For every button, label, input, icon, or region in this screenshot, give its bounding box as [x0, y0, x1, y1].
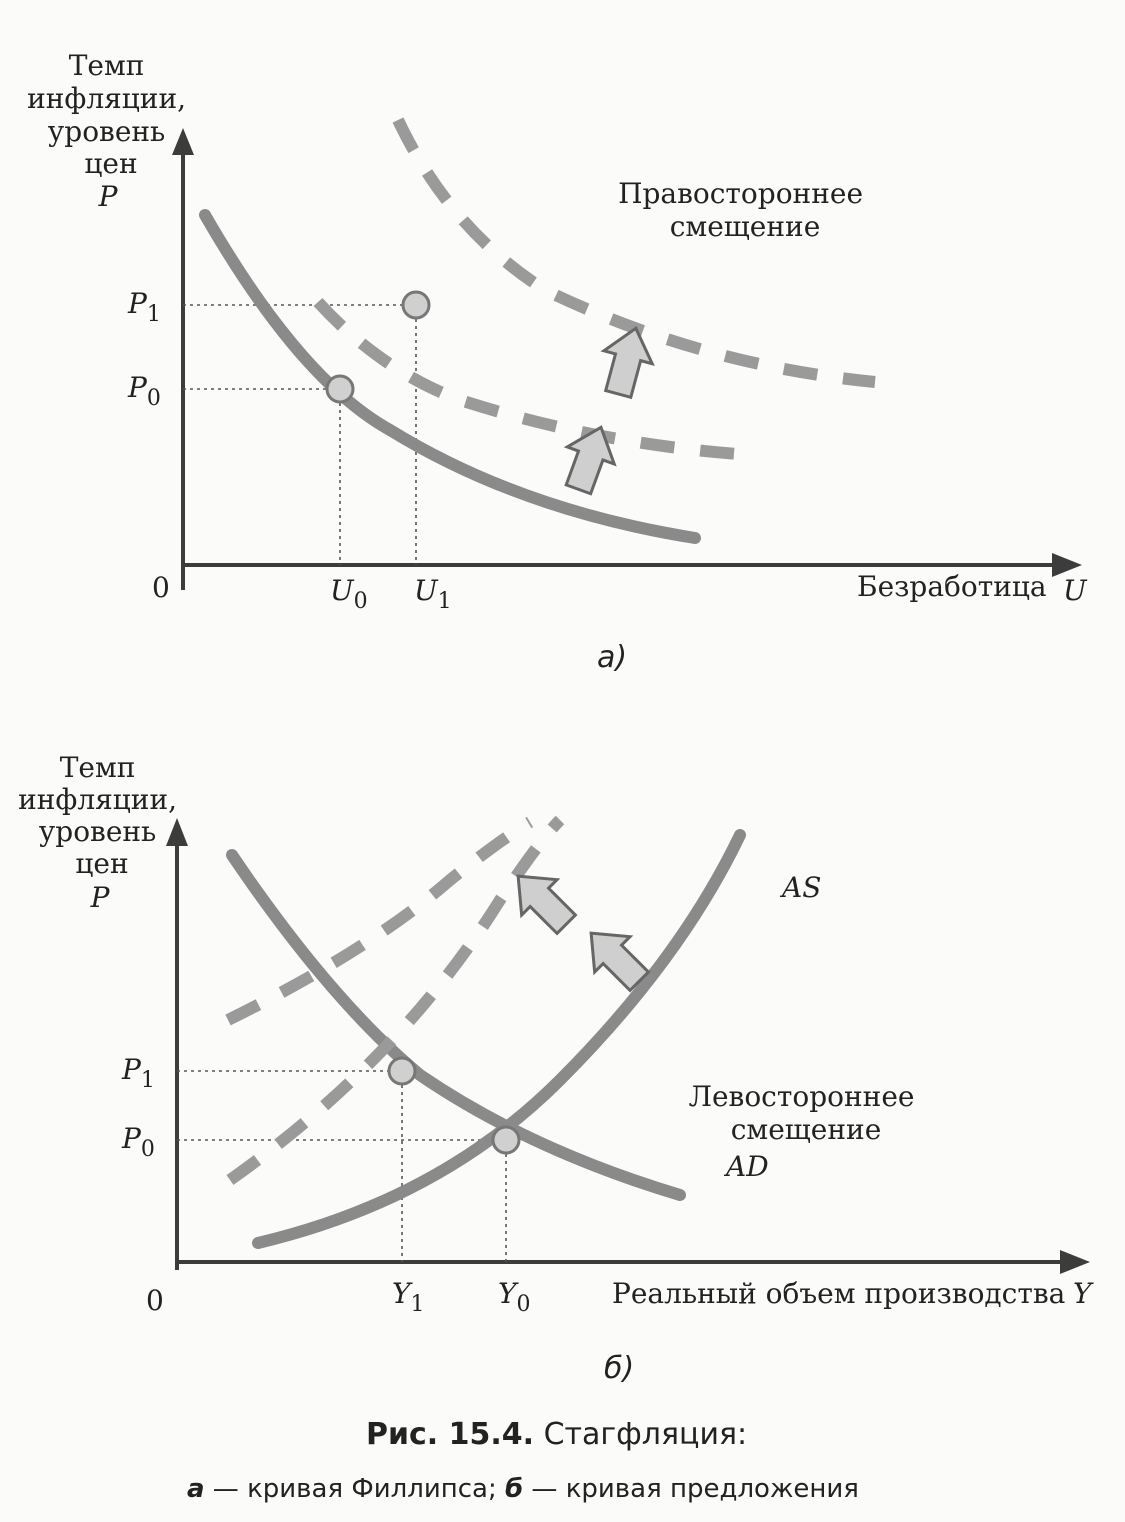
caption-title: Рис. 15.4. Стагфляция:	[366, 1417, 748, 1452]
panel-a-shift-arrow-upper-icon	[594, 322, 660, 401]
panel-b-p1-label: $P_1$	[122, 1053, 155, 1093]
panel-a-x-title: Безработица	[857, 570, 1047, 603]
panel-b-x-title: Реальный объем производства	[612, 1277, 1066, 1310]
caption-subtitle: а — кривая Филлипса; б — кривая предложения	[187, 1474, 859, 1504]
panel-a-u0-label: $U_0$	[330, 574, 368, 614]
panel-b-y-title: Темп инфляции, уровень цен	[18, 751, 178, 880]
panel-b	[18, 751, 1094, 1386]
panel-b-y1-label: $Y_1$	[392, 1277, 425, 1317]
panel-b-y0-label: $Y_0$	[498, 1277, 531, 1317]
as-curve	[258, 835, 740, 1243]
as-label: AS	[782, 871, 822, 904]
ad-label: AD	[726, 1150, 769, 1183]
panel-a-shift-label: Правостороннее смещение	[618, 177, 864, 243]
panel-a-y-arrow-icon	[172, 128, 194, 155]
panel-a-p1-label: $P_1$	[128, 287, 161, 327]
panel-b-y-symbol: P	[90, 881, 110, 914]
panel-a-y-symbol: P	[98, 180, 118, 213]
panel-a-u1-label: $U_1$	[414, 574, 452, 614]
panel-b-p0-label: $P_0$	[122, 1122, 155, 1162]
panel-a	[27, 49, 1088, 675]
panel-a-x-symbol: U	[1063, 574, 1087, 607]
panel-b-shift-label: Левостороннее смещение	[688, 1080, 915, 1146]
panel-b-point-y0-p0	[493, 1127, 519, 1153]
panel-a-point-u0-p0	[327, 376, 353, 402]
panel-a-label: а)	[597, 640, 628, 675]
panel-b-x-arrow-icon	[1060, 1250, 1090, 1274]
figure-caption	[187, 1417, 859, 1504]
panel-b-y-arrow-icon	[166, 818, 188, 846]
panel-b-point-y1-p1	[389, 1058, 415, 1084]
panel-a-origin: 0	[152, 571, 170, 604]
panel-b-origin: 0	[146, 1284, 164, 1317]
panel-b-label: б)	[604, 1351, 635, 1386]
panel-a-y-title: Темп инфляции, уровень цен	[27, 49, 187, 180]
panel-b-x-symbol: Y	[1073, 1277, 1092, 1310]
panel-a-point-u1-p1	[403, 292, 429, 318]
panel-a-p0-label: $P_0$	[128, 371, 161, 411]
